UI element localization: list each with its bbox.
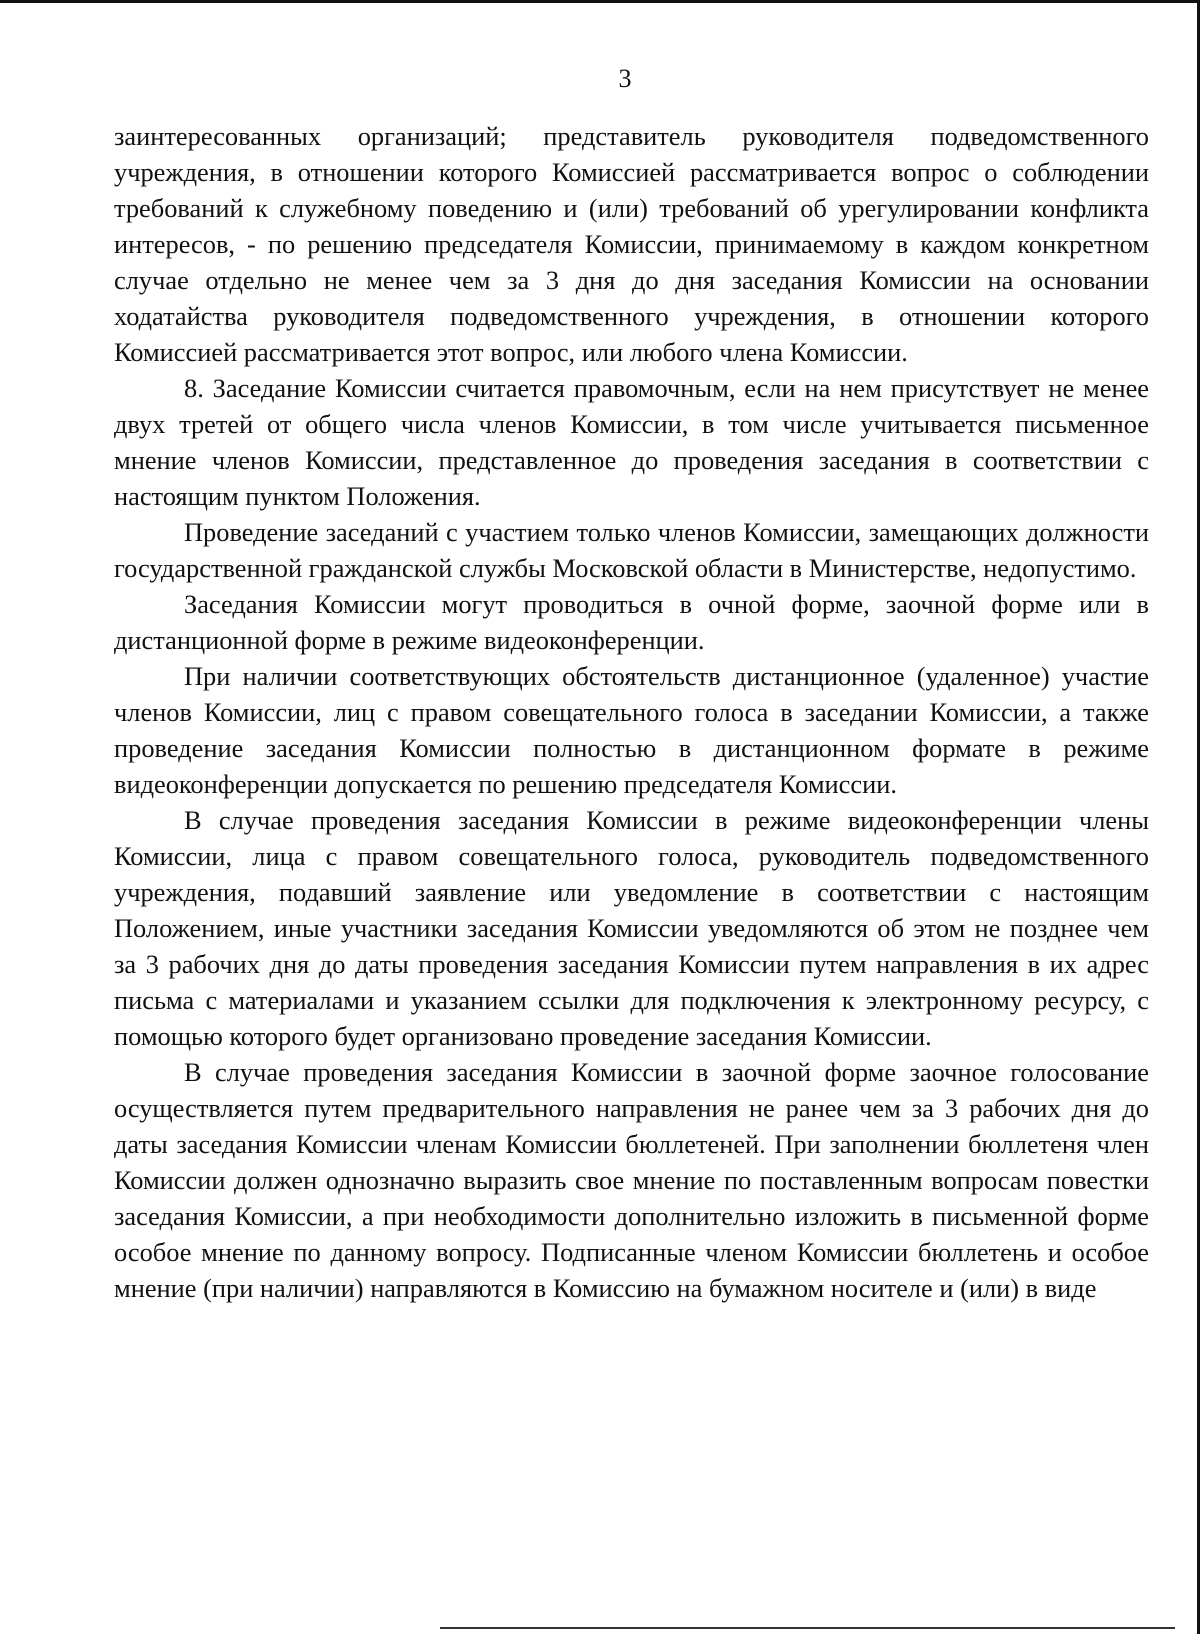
paragraph: Проведение заседаний с участием только членов Комиссии, замещающих должности государственной гражданской службы Московской области в Министерстве, недопустимо. <box>114 517 1149 583</box>
page-border-top <box>0 0 1200 3</box>
bottom-rule <box>440 1627 1175 1629</box>
page-number: 3 <box>618 64 632 93</box>
paragraph-continuation: заинтересованных организаций; представитель руководителя подведомственного учреждения, в отношении которого Комиссией рассматривается вопрос о соблюдении требований к служебному поведению и (или) требований об урегулировании конфликта интересов, - по решению председателя Комиссии, принимаемому в каждом конкретном случае отдельно не менее чем за 3 дня до дня заседания Комиссии на основании ходатайства руководителя подведомственного учреждения, в отношении которого Комиссией рассматривается этот вопрос, или любого члена Комиссии. <box>114 121 1149 367</box>
document-body <box>114 118 1149 1306</box>
paragraph-item-8: 8. Заседание Комиссии считается правомочным, если на нем присутствует не менее двух третей от общего числа членов Комиссии, в том числе учитывается письменное мнение членов Комиссии, представленное до проведения заседания в соответствии с настоящим пунктом Положения. <box>114 373 1149 511</box>
paragraph: При наличии соответствующих обстоятельств дистанционное (удаленное) участие членов Комиссии, лиц с правом совещательного голоса в заседании Комиссии, а также проведение заседания Комиссии полностью в дистанционном формате в режиме видеоконференции допускается по решению председателя Комиссии. <box>114 661 1149 799</box>
paragraph: Заседания Комиссии могут проводиться в очной форме, заочной форме или в дистанционной форме в режиме видеоконференции. <box>114 589 1149 655</box>
paragraph: В случае проведения заседания Комиссии в заочной форме заочное голосование осуществляется путем предварительного направления не ранее чем за 3 рабочих дня до даты заседания Комиссии членам Комиссии бюллетеней. При заполнении бюллетеня член Комиссии должен однозначно выразить свое мнение по поставленным вопросам повестки заседания Комиссии, а при необходимости дополнительно изложить в письменной форме особое мнение по данному вопросу. Подписанные членом Комиссии бюллетень и особое мнение (при наличии) направляются в Комиссию на бумажном носителе и (или) в виде <box>114 1057 1149 1303</box>
paragraph: В случае проведения заседания Комиссии в режиме видеоконференции члены Комиссии, лица с правом совещательного голоса, руководитель подведомственного учреждения, подавший заявление или уведомление в соответствии с настоящим Положением, иные участники заседания Комиссии уведомляются об этом не позднее чем за 3 рабочих дня до даты проведения заседания Комиссии путем направления в их адрес письма с материалами и указанием ссылки для подключения к электронному ресурсу, с помощью которого будет организовано проведение заседания Комиссии. <box>114 805 1149 1051</box>
